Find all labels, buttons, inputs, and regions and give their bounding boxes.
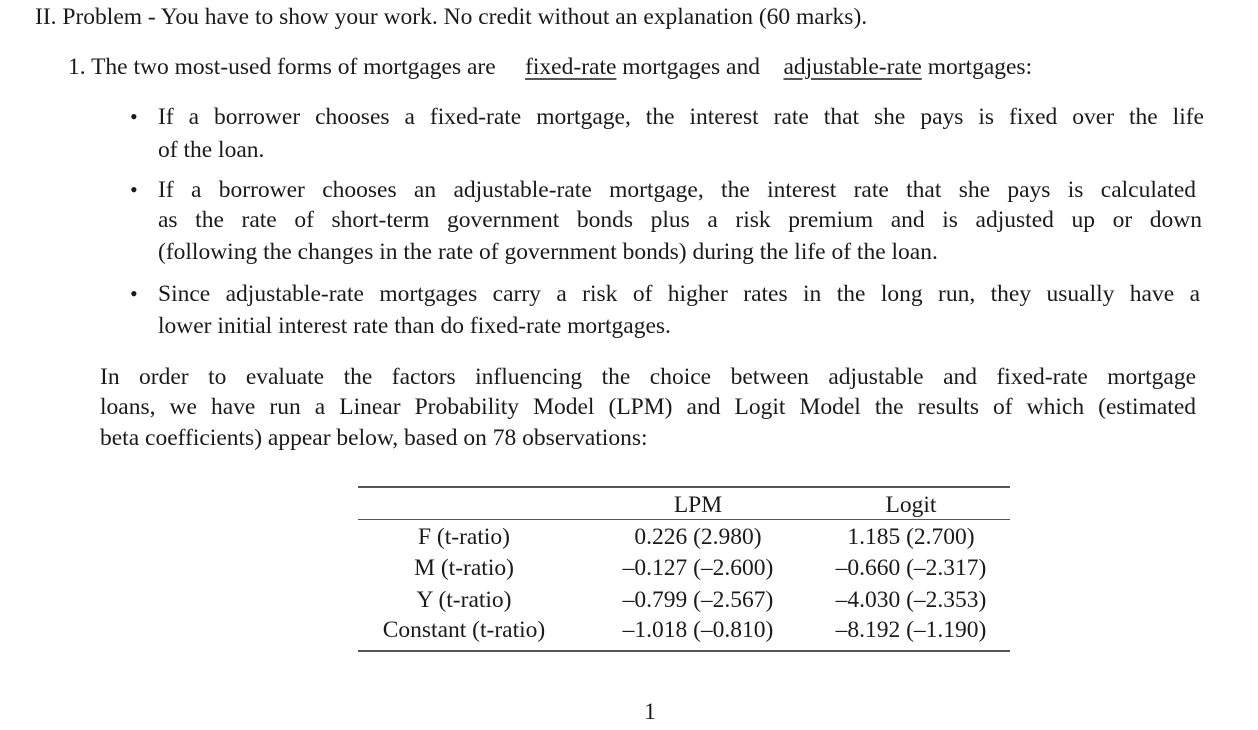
- table-top-rule: [358, 486, 1010, 488]
- paragraph-line-2: loans, we have run a Linear Probability Model (LPM) and Logit Model the results of which (estimated: [100, 394, 1196, 420]
- problem-heading: II. Problem - You have to show your work. No credit without an explanation (60 marks).: [35, 4, 868, 30]
- bullet-marker: •: [130, 104, 138, 129]
- table-row: [358, 553, 1010, 583]
- bullet-2-line-2: as the rate of short-term government bonds plus a risk premium and is adjusted up or down: [158, 207, 1202, 233]
- term-adjustable-rate: adjustable-rate: [783, 54, 922, 80]
- question-1-intro: [68, 52, 1032, 82]
- row-logit-value: –8.192 (–1.190): [835, 617, 987, 643]
- bullet-2-line-3: (following the changes in the rate of government bonds) during the life of the loan.: [158, 239, 938, 265]
- bullet-1-line-2: of the loan.: [158, 137, 265, 163]
- bullet-1-line-1: If a borrower chooses a fixed-rate mortgage, the interest rate that she pays is fixed over the life: [158, 104, 1204, 130]
- term-fixed-rate: fixed-rate: [525, 54, 617, 80]
- row-label: Y (t-ratio): [416, 587, 512, 613]
- row-lpm-value: 0.226 (2.980): [634, 524, 762, 550]
- row-lpm-value: –1.018 (–0.810): [622, 617, 774, 643]
- paragraph-line-1: In order to evaluate the factors influencing the choice between adjustable and fixed-rate mortgage: [100, 364, 1196, 390]
- row-label: M (t-ratio): [414, 555, 514, 581]
- table-header-row: [358, 490, 1010, 520]
- paragraph-line-3: beta coefficients) appear below, based on 78 observations:: [100, 425, 648, 451]
- row-lpm-value: –0.127 (–2.600): [622, 555, 774, 581]
- row-logit-value: –4.030 (–2.353): [835, 587, 987, 613]
- row-lpm-value: –0.799 (–2.567): [622, 587, 774, 613]
- bullet-3-line-1: Since adjustable-rate mortgages carry a risk of higher rates in the long run, they usually have a: [158, 281, 1200, 307]
- table-row: [358, 615, 1010, 645]
- bullet-2-line-1: If a borrower chooses an adjustable-rate mortgage, the interest rate that she pays is calculated: [158, 177, 1196, 203]
- table-header-logit: Logit: [885, 492, 937, 518]
- bullet-3-line-2: lower initial interest rate than do fixed-rate mortgages.: [158, 313, 671, 339]
- question-1-mid: mortgages and: [622, 54, 760, 80]
- table-row: [358, 585, 1010, 615]
- question-1-lead: 1. The two most-used forms of mortgages are: [68, 54, 496, 80]
- table-header-rule: [358, 519, 1010, 520]
- table-row: [358, 522, 1010, 552]
- bullet-marker: •: [130, 177, 138, 202]
- bullet-marker: •: [130, 281, 138, 306]
- row-logit-value: 1.185 (2.700): [847, 524, 975, 550]
- table-header-lpm: LPM: [673, 492, 723, 518]
- row-label: Constant (t-ratio): [382, 617, 546, 643]
- question-1-tail: mortgages:: [927, 54, 1033, 80]
- row-logit-value: –0.660 (–2.317): [835, 555, 987, 581]
- page-number: 1: [644, 699, 656, 725]
- row-label: F (t-ratio): [417, 524, 510, 550]
- table-bottom-rule: [358, 650, 1010, 652]
